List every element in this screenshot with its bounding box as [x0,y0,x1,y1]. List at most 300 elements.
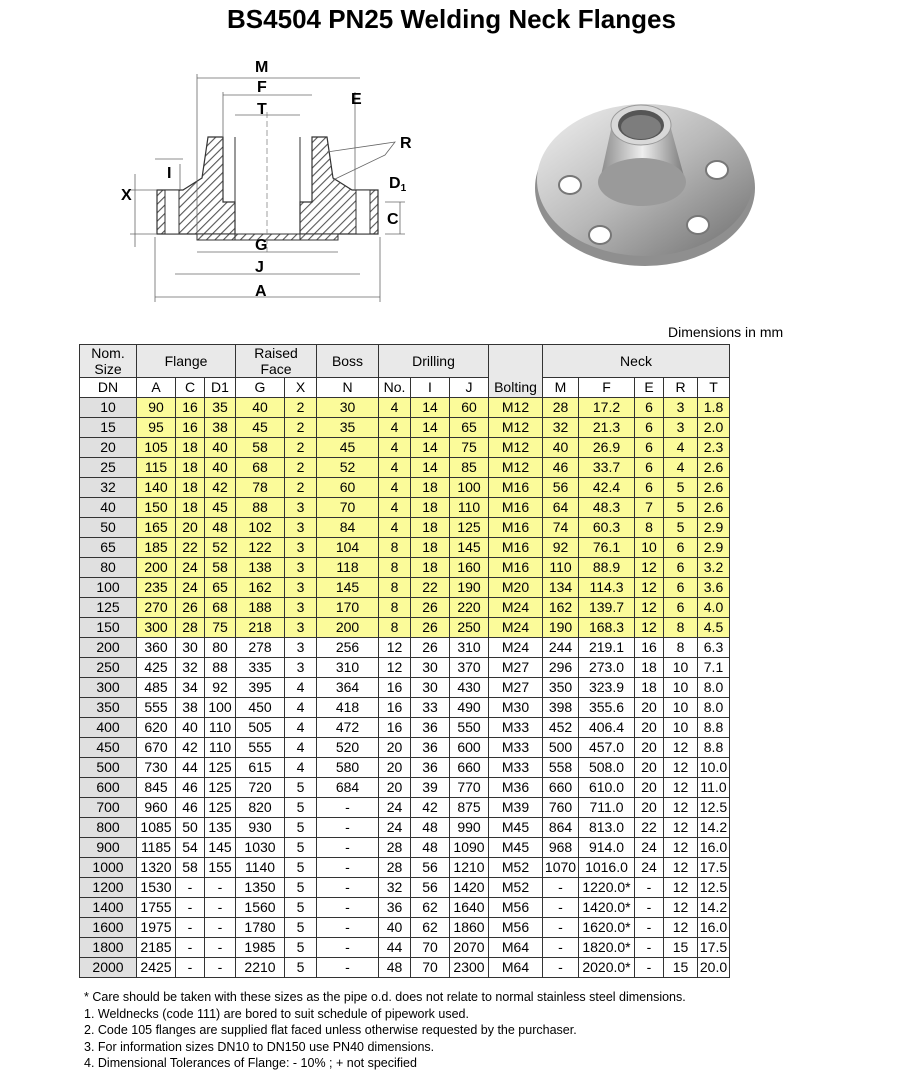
column-header: A [137,378,176,398]
table-cell: 200 [80,638,137,658]
table-cell: 95 [137,418,176,438]
table-cell: 14.2 [698,898,730,918]
table-cell: 430 [450,678,489,698]
table-cell: 1600 [80,918,137,938]
table-cell: 7.1 [698,658,730,678]
table-cell: 30 [176,638,205,658]
table-row [80,398,730,418]
table-cell: 88 [205,658,236,678]
table-cell: 74 [543,518,579,538]
table-cell: M16 [489,518,543,538]
page-title: BS4504 PN25 Welding Neck Flanges [227,4,676,34]
table-row [80,778,730,798]
table-cell: 845 [137,778,176,798]
table-cell: 16 [635,638,664,658]
column-header: I [411,378,450,398]
table-cell: 30 [317,398,379,418]
table-row [80,938,730,958]
table-cell: 125 [450,518,489,538]
table-cell: 12 [664,798,698,818]
flange-cross-section-diagram [105,52,412,307]
table-cell: 1350 [236,878,285,898]
table-cell: M12 [489,398,543,418]
table-cell: 5 [285,918,317,938]
table-row [80,658,730,678]
table-cell: 38 [176,698,205,718]
table-cell: 730 [137,758,176,778]
table-cell: 2210 [236,958,285,978]
dim-label-m: M [255,59,269,76]
table-cell: - [317,798,379,818]
table-cell: 17.2 [579,398,635,418]
table-cell: 2.3 [698,438,730,458]
table-cell: - [543,878,579,898]
table-cell: 960 [137,798,176,818]
table-cell: 300 [137,618,176,638]
column-header: T [698,378,730,398]
table-cell: 88.9 [579,558,635,578]
table-cell: 1400 [80,898,137,918]
table-cell: 7 [635,498,664,518]
table-cell: 168.3 [579,618,635,638]
table-cell: 24 [379,798,411,818]
table-cell: 88 [236,498,285,518]
table-cell: 2425 [137,958,176,978]
table-cell: - [176,878,205,898]
table-cell: 110 [450,498,489,518]
table-cell: 4 [379,418,411,438]
table-cell: 2 [285,418,317,438]
table-cell: - [317,878,379,898]
table-cell: M64 [489,958,543,978]
table-cell: 323.9 [579,678,635,698]
table-cell: 42.4 [579,478,635,498]
table-cell: 125 [80,598,137,618]
column-header: X [285,378,317,398]
table-cell: 400 [80,718,137,738]
table-cell: 65 [205,578,236,598]
table-cell: - [317,958,379,978]
table-cell: 968 [543,838,579,858]
table-cell: 8 [664,618,698,638]
table-row [80,838,730,858]
table-cell: 615 [236,758,285,778]
table-row [80,578,730,598]
header-neck: Neck [543,345,730,378]
table-cell: - [176,898,205,918]
table-cell: 398 [543,698,579,718]
table-cell: 1530 [137,878,176,898]
table-cell: 17.5 [698,938,730,958]
table-cell: - [317,918,379,938]
table-cell: 58 [205,558,236,578]
table-cell: M56 [489,918,543,938]
table-cell: - [543,918,579,938]
table-cell: - [635,938,664,958]
table-cell: 40 [80,498,137,518]
table-cell: M12 [489,458,543,478]
table-cell: 10 [664,698,698,718]
table-cell: 2.9 [698,538,730,558]
table-row [80,818,730,838]
table-cell: 555 [236,738,285,758]
table-cell: 600 [450,738,489,758]
table-cell: 370 [450,658,489,678]
table-cell: 36 [411,718,450,738]
table-cell: 620 [137,718,176,738]
table-row [80,958,730,978]
dimensions-table [79,344,730,978]
table-cell: 350 [80,698,137,718]
table-cell: - [317,858,379,878]
table-cell: 3 [664,398,698,418]
table-cell: 26.9 [579,438,635,458]
table-cell: - [543,938,579,958]
table-row [80,738,730,758]
table-cell: 65 [450,418,489,438]
table-cell: 2.6 [698,478,730,498]
table-cell: 4 [379,398,411,418]
table-cell: 278 [236,638,285,658]
table-cell: 10 [664,658,698,678]
table-row [80,478,730,498]
table-cell: 54 [176,838,205,858]
table-cell: 14 [411,418,450,438]
table-cell: 50 [80,518,137,538]
table-cell: 1200 [80,878,137,898]
table-cell: 36 [411,738,450,758]
table-cell: - [176,958,205,978]
table-cell: 190 [543,618,579,638]
table-cell: 450 [80,738,137,758]
table-cell: 15 [664,938,698,958]
table-cell: 684 [317,778,379,798]
table-cell: 100 [80,578,137,598]
table-cell: 105 [137,438,176,458]
table-cell: 140 [137,478,176,498]
table-cell: 16 [379,678,411,698]
table-cell: 900 [80,838,137,858]
table-cell: 1140 [236,858,285,878]
table-cell: 48.3 [579,498,635,518]
table-cell: 18 [176,438,205,458]
table-row [80,878,730,898]
table-cell: 1560 [236,898,285,918]
table-cell: 3 [285,498,317,518]
table-cell: 32 [80,478,137,498]
table-cell: 610.0 [579,778,635,798]
table-cell: 10 [664,718,698,738]
table-row [80,858,730,878]
table-cell: 4 [664,438,698,458]
dim-label-j: J [255,259,264,276]
footnote-asterisk: * Care should be taken with these sizes as the pipe o.d. does not relate to normal stainless steel dimensions. [84,990,686,1004]
table-cell: 122 [236,538,285,558]
table-cell: 930 [236,818,285,838]
table-cell: 355.6 [579,698,635,718]
table-cell: 18 [411,478,450,498]
table-cell: 38 [205,418,236,438]
table-cell: 34 [176,678,205,698]
table-cell: 360 [137,638,176,658]
table-cell: 1.8 [698,398,730,418]
table-cell: 20 [635,798,664,818]
table-cell: 115 [137,458,176,478]
table-cell: 4 [379,518,411,538]
table-cell: 80 [80,558,137,578]
table-cell: 52 [317,458,379,478]
table-cell: 85 [450,458,489,478]
table-cell: 12 [379,638,411,658]
table-cell: 170 [317,598,379,618]
table-cell: 820 [236,798,285,818]
table-cell: 490 [450,698,489,718]
header-raised-face: Raised Face [236,345,317,378]
table-cell: 16 [176,398,205,418]
table-cell: 48 [379,958,411,978]
table-cell: 162 [543,598,579,618]
table-cell: 16.0 [698,838,730,858]
table-cell: 18 [635,678,664,698]
table-cell: 12 [379,658,411,678]
table-cell: 4 [379,498,411,518]
table-cell: 4.0 [698,598,730,618]
table-cell: 2.6 [698,498,730,518]
table-cell: 418 [317,698,379,718]
table-cell: 11.0 [698,778,730,798]
table-cell: - [205,918,236,938]
table-cell: - [543,958,579,978]
table-cell: 10.0 [698,758,730,778]
table-cell: M56 [489,898,543,918]
table-cell: 1016.0 [579,858,635,878]
table-cell: 28 [379,838,411,858]
table-cell: 24 [176,558,205,578]
column-header: D1 [205,378,236,398]
table-cell: 813.0 [579,818,635,838]
table-cell: M27 [489,678,543,698]
table-cell: 2.6 [698,458,730,478]
table-cell: M12 [489,418,543,438]
table-cell: M24 [489,638,543,658]
table-cell: 28 [379,858,411,878]
table-cell: 16 [379,718,411,738]
column-header: G [236,378,285,398]
table-cell: 12 [635,558,664,578]
table-cell: 218 [236,618,285,638]
table-cell: 1320 [137,858,176,878]
footnote-1: 1. Weldnecks (code 111) are bored to suit schedule of pipework used. [84,1006,469,1021]
table-cell: 33 [411,698,450,718]
table-cell: 1860 [450,918,489,938]
table-cell: 235 [137,578,176,598]
header-nom-size: Nom. Size [80,345,137,378]
table-cell: 18 [411,538,450,558]
table-cell: 8 [379,618,411,638]
table-row [80,758,730,778]
table-cell: 18 [176,498,205,518]
table-cell: 118 [317,558,379,578]
dim-label-t: T [257,101,267,118]
table-cell: 48 [411,838,450,858]
table-cell: 20.0 [698,958,730,978]
table-cell: 256 [317,638,379,658]
table-cell: 6 [635,478,664,498]
table-cell: 56 [411,878,450,898]
table-row [80,678,730,698]
dim-label-e: E [351,91,362,108]
table-row [80,718,730,738]
table-cell: 4 [285,738,317,758]
table-cell: 1030 [236,838,285,858]
table-cell: 125 [205,758,236,778]
table-cell: 46 [176,798,205,818]
header-bolting: Bolting [489,345,543,398]
dim-label-f: F [257,79,267,96]
raised-face [197,234,338,240]
table-cell: 10 [664,678,698,698]
dim-label-i: I [167,165,172,182]
table-cell: 14 [411,398,450,418]
units-note: Dimensions in mm [668,324,784,340]
table-cell: M52 [489,858,543,878]
table-cell: 457.0 [579,738,635,758]
table-cell: 6 [635,458,664,478]
table-cell: 18 [411,558,450,578]
table-cell: 520 [317,738,379,758]
table-cell: 24 [635,838,664,858]
table-cell: 84 [317,518,379,538]
table-cell: 14 [411,438,450,458]
table-cell: 8 [379,578,411,598]
table-cell: 12 [664,878,698,898]
table-cell: 600 [80,778,137,798]
table-cell: 18 [176,458,205,478]
table-cell: 4 [379,458,411,478]
table-cell: 32 [176,658,205,678]
table-cell: 40 [176,718,205,738]
table-cell: 3 [285,618,317,638]
table-cell: 12 [664,818,698,838]
dim-label-c: C [387,211,399,228]
table-cell: 20 [635,698,664,718]
bolt-hole-right [356,190,370,234]
bolt-hole-left [165,190,179,234]
table-cell: 5 [285,938,317,958]
table-cell: - [635,958,664,978]
table-cell: 3 [285,518,317,538]
table-cell: 555 [137,698,176,718]
table-cell: M45 [489,838,543,858]
table-cell: 50 [176,818,205,838]
table-cell: 1000 [80,858,137,878]
table-cell: M45 [489,818,543,838]
table-cell: M12 [489,438,543,458]
table-cell: 5 [664,518,698,538]
table-cell: 12 [664,758,698,778]
table-cell: 40 [379,918,411,938]
table-cell: M16 [489,558,543,578]
table-cell: 6.3 [698,638,730,658]
table-cell: M52 [489,878,543,898]
table-cell: 22 [176,538,205,558]
table-cell: 114.3 [579,578,635,598]
table-cell: 1210 [450,858,489,878]
table-cell: M30 [489,698,543,718]
table-cell: 20 [176,518,205,538]
column-header: M [543,378,579,398]
table-cell: 5 [285,838,317,858]
table-cell: - [205,958,236,978]
table-cell: 44 [176,758,205,778]
table-cell: 16.0 [698,918,730,938]
table-cell: 68 [205,598,236,618]
table-cell: 30 [411,678,450,698]
table-cell: 165 [137,518,176,538]
table-cell: 26 [411,638,450,658]
table-cell: 76.1 [579,538,635,558]
table-cell: 1985 [236,938,285,958]
table-cell: 2 [285,398,317,418]
table-cell: 505 [236,718,285,738]
table-cell: 296 [543,658,579,678]
table-cell: 22 [635,818,664,838]
table-row [80,618,730,638]
table-cell: 711.0 [579,798,635,818]
table-cell: 70 [411,938,450,958]
table-cell: M20 [489,578,543,598]
table-row [80,498,730,518]
table-cell: 452 [543,718,579,738]
table-cell: 80 [205,638,236,658]
table-cell: 12 [664,838,698,858]
table-cell: 8 [379,598,411,618]
table-cell: 90 [137,398,176,418]
table-cell: 4 [285,698,317,718]
table-cell: 3 [285,658,317,678]
table-cell: 508.0 [579,758,635,778]
table-cell: M27 [489,658,543,678]
table-cell: 68 [236,458,285,478]
table-cell: - [543,898,579,918]
table-cell: 3 [664,418,698,438]
table-cell: 14.2 [698,818,730,838]
column-header: N [317,378,379,398]
table-cell: 28 [543,398,579,418]
table-cell: 20 [379,758,411,778]
table-cell: 8 [635,518,664,538]
column-header: R [664,378,698,398]
table-cell: 190 [450,578,489,598]
table-cell: 310 [450,638,489,658]
table-cell: 15 [80,418,137,438]
table-cell: 20 [635,758,664,778]
table-cell: 14 [411,458,450,478]
table-cell: 300 [80,678,137,698]
table-cell: 485 [137,678,176,698]
column-header: J [450,378,489,398]
table-cell: 20 [379,738,411,758]
table-cell: 70 [317,498,379,518]
table-cell: 6 [664,578,698,598]
table-cell: - [317,938,379,958]
table-cell: 75 [450,438,489,458]
column-header: DN [80,378,137,398]
table-cell: 244 [543,638,579,658]
dim-label-g: G [255,237,268,254]
table-cell: 660 [543,778,579,798]
table-cell: 100 [450,478,489,498]
